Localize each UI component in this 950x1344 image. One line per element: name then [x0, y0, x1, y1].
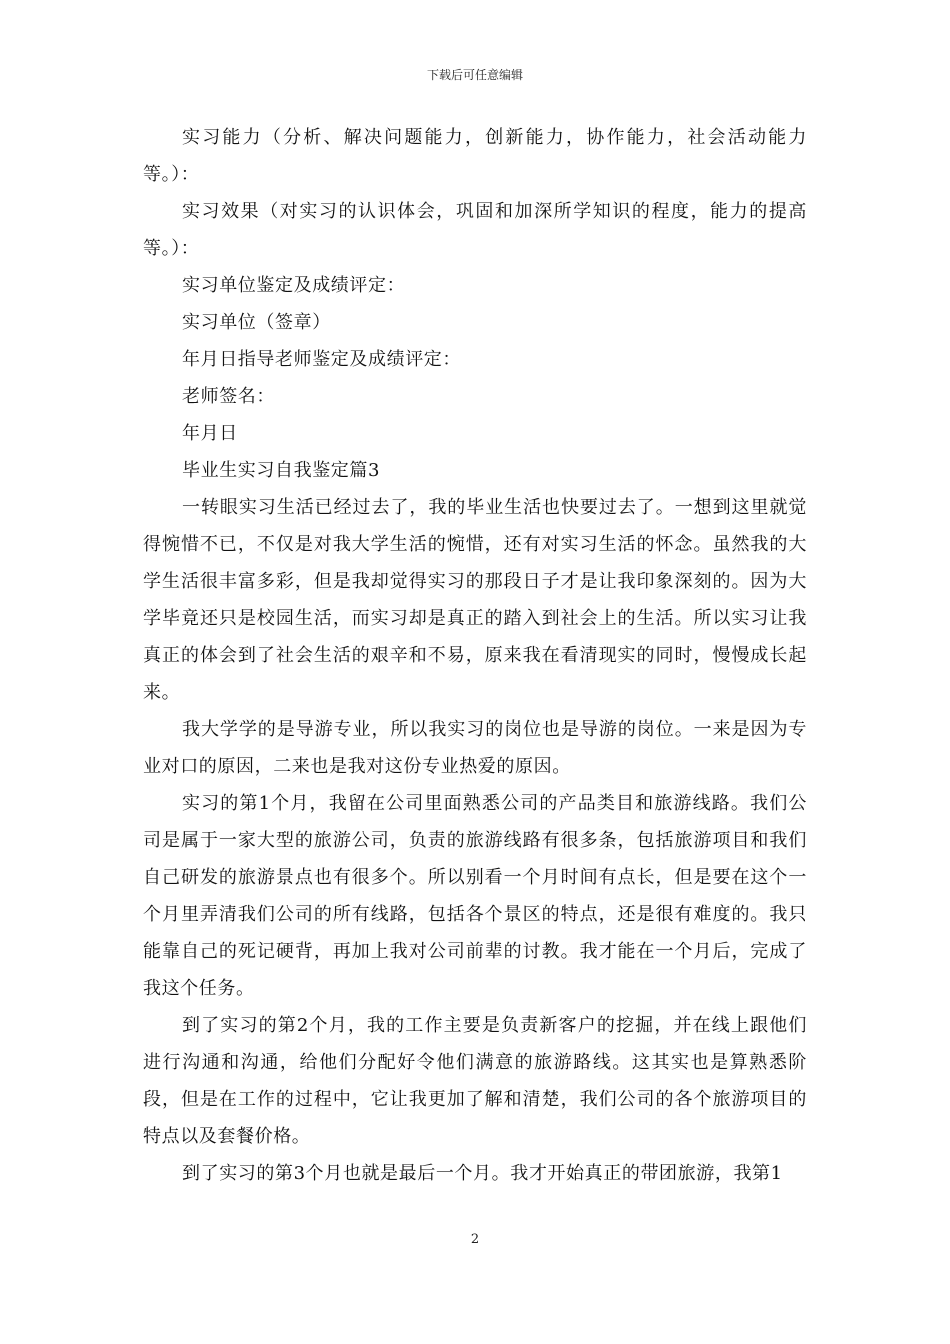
- page-header: 下载后可任意编辑: [426, 68, 523, 82]
- paragraph-month-2: 到了实习的第2个月，我的工作主要是负责新客户的挖掘，并在线上跟他们进行沟通和沟通，给他们分配好令他们满意的旅游路线。这其实也是算熟悉阶段，但是在工作的过程中，它让我更加了解和清楚，我们公司的各个旅游项目的特点以及套餐价格。: [143, 1015, 807, 1147]
- paragraph-month-1: 实习的第1个月，我留在公司里面熟悉公司的产品类目和旅游线路。我们公司是属于一家大型的旅游公司，负责的旅游线路有很多条，包括旅游项目和我们自己研发的旅游景点也有很多个。所以别看一个月时间有点长，但是要在这个一个月里弄清我们公司的所有线路，包括各个景区的特点，还是很有难度的。我只能靠自己的死记硬背，再加上我对公司前辈的讨教。我才能在一个月后，完成了我这个任务。: [143, 793, 807, 999]
- paragraph-unit-seal: 实习单位（签章）: [182, 312, 331, 333]
- paragraph-month-3: 到了实习的第3个月也就是最后一个月。我才开始真正的带团旅游，我第1: [182, 1163, 783, 1184]
- paragraph-unit-appraisal: 实习单位鉴定及成绩评定：: [182, 275, 406, 296]
- document-body: [143, 119, 807, 1192]
- paragraph-internship-ability: 实习能力（分析、解决问题能力，创新能力，协作能力，社会活动能力等。）：: [143, 127, 807, 185]
- paragraph-teacher-appraisal: 年月日指导老师鉴定及成绩评定：: [182, 349, 461, 370]
- page-number: 2: [470, 1232, 480, 1247]
- section-title: 毕业生实习自我鉴定篇3: [182, 460, 381, 481]
- paragraph-major: 我大学学的是导游专业，所以我实习的岗位也是导游的岗位。一来是因为专业对口的原因，二来也是我对这份专业热爱的原因。: [143, 719, 807, 777]
- paragraph-date: 年月日: [182, 423, 238, 444]
- paragraph-teacher-signature: 老师签名：: [182, 386, 275, 407]
- paragraph-internship-effect: 实习效果（对实习的认识体会，巩固和加深所学知识的程度，能力的提高等。）：: [143, 201, 807, 259]
- paragraph-intro: 一转眼实习生活已经过去了，我的毕业生活也快要过去了。一想到这里就觉得惋惜不已，不仅是对我大学生活的惋惜，还有对实习生活的怀念。虽然我的大学生活很丰富多彩，但是我却觉得实习的那段日子才是让我印象深刻的。因为大学毕竟还只是校园生活，而实习却是真正的踏入到社会上的生活。所以实习让我真正的体会到了社会生活的艰辛和不易，原来我在看清现实的同时，慢慢成长起来。: [143, 497, 807, 703]
